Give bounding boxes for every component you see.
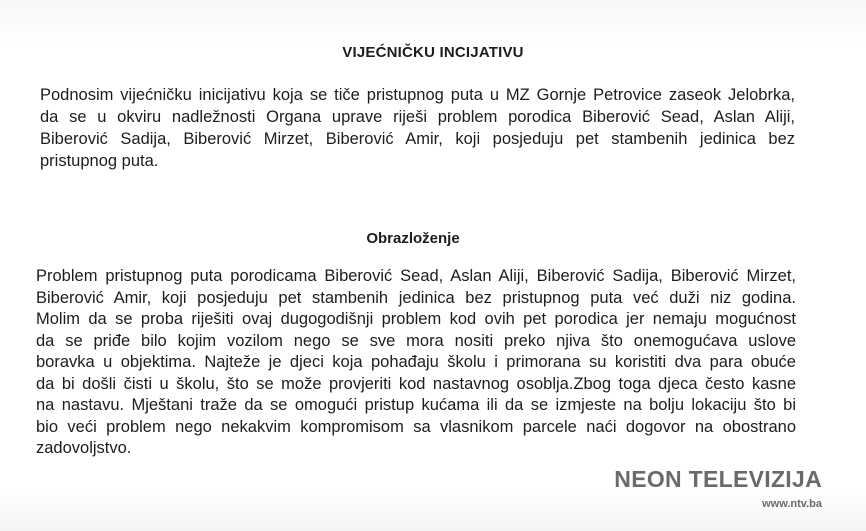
body-line: boravka u objektima. Najteže je djeci koja pohađaju školu i primorana su koristiti dva para obuće bbox=[36, 353, 796, 371]
body-line: Biberović Amir, koji posjeduju pet stambenih jedinica bez pristupnog puta već duži niz godina. bbox=[36, 288, 796, 307]
body-paragraph bbox=[36, 266, 796, 460]
body-line: zadovoljstvo. bbox=[36, 439, 132, 457]
body-line: bio veći problem nego nekakvim kompromisom sa vlasnikom parcele naći dogovor na obostrano bbox=[36, 417, 796, 436]
intro-line: Biberović Sadija, Biberović Mirzet, Biberović Amir, koji posjeduju pet stambenih jedinica bez bbox=[40, 130, 795, 148]
intro-line: da se u okviru nadležnosti Organa uprave riješi problem porodica Biberović Sead, Aslan Aliji, bbox=[40, 108, 795, 126]
tv-watermark bbox=[614, 466, 822, 510]
watermark-url: www.ntv.ba bbox=[762, 498, 822, 510]
body-line: da bi došli čisti u školu, što se može provjeriti kod nastavnog osoblja.Zbog toga djeca često kasne bbox=[36, 374, 796, 393]
section-heading: Obrazloženje bbox=[366, 230, 460, 247]
document-title: VIJEĆNIČKU INCIJATIVU bbox=[342, 44, 524, 61]
body-line: Problem pristupnog puta porodicama Biberović Sead, Aslan Aliji, Biberović Sadija, Biberović Mirzet, bbox=[36, 267, 796, 285]
body-line: na nastavu. Mještani traže da se omogući pristup kućama ili da se izmjeste na bolju lokaciju što bi bbox=[36, 396, 796, 414]
intro-paragraph bbox=[40, 84, 795, 172]
intro-line: Podnosim vijećničku inicijativu koja se tiče pristupnog puta u MZ Gornje Petrovice zaseok Jelobrka, bbox=[40, 86, 795, 104]
body-line: Molim da se proba riješiti ovaj dugogodišnji problem kod ovih pet porodica jer nemaju mogućnost bbox=[36, 310, 796, 328]
body-line: da se priđe bilo kojim vozilom nego se sve mora nositi preko njiva što onemogućava uslove bbox=[36, 331, 796, 350]
intro-line: pristupnog puta. bbox=[40, 152, 159, 170]
watermark-brand: NEON TELEVIZIJA bbox=[614, 466, 822, 492]
